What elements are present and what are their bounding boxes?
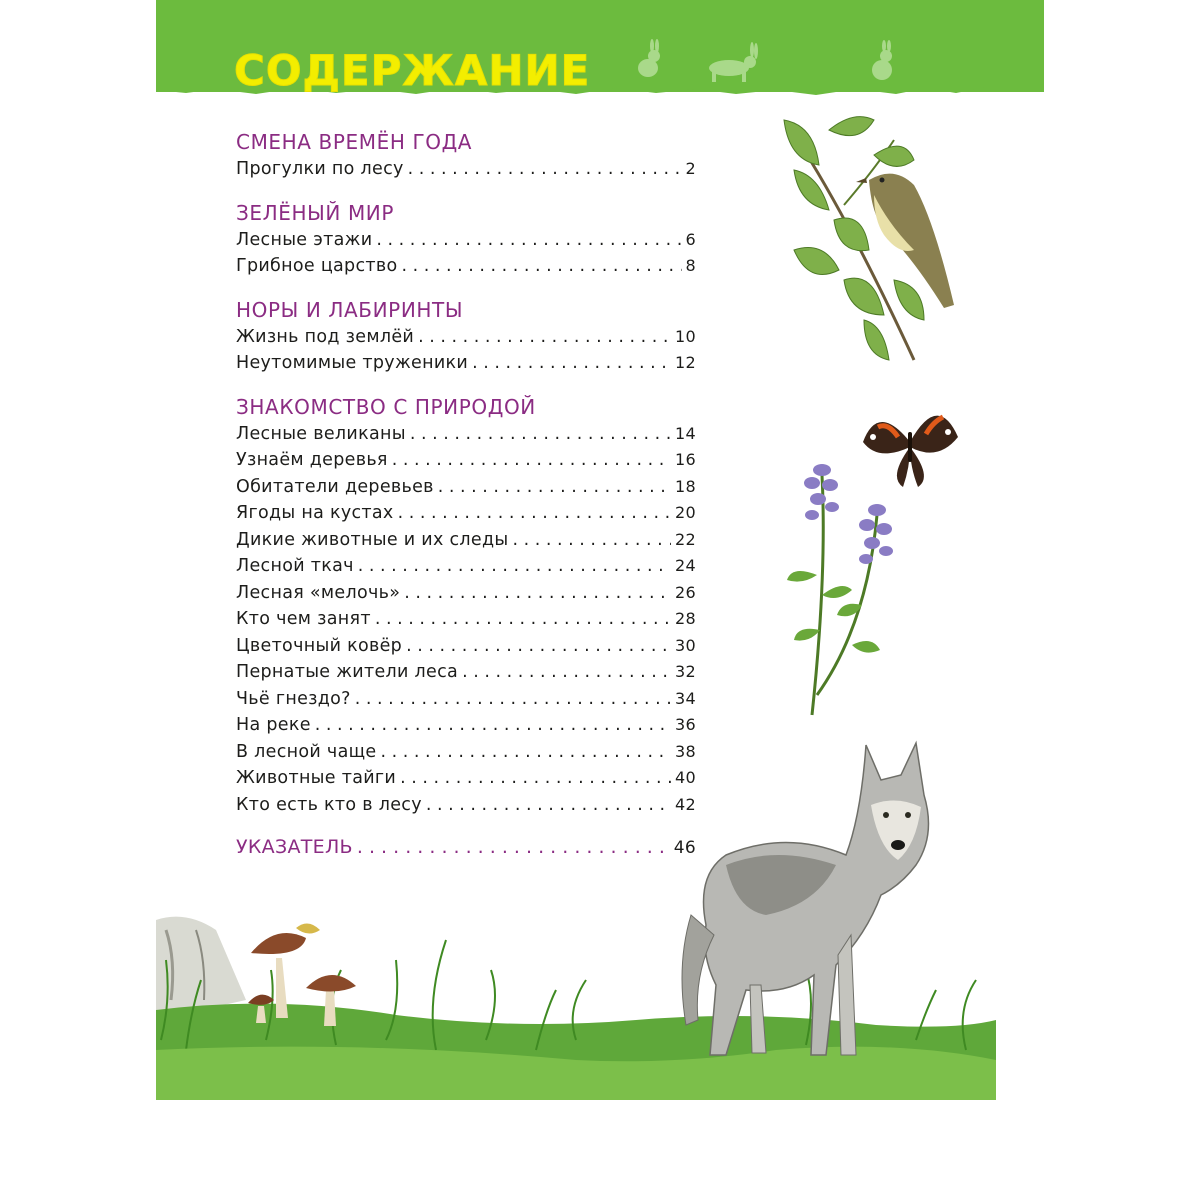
toc-entry[interactable]	[236, 156, 696, 183]
leader-dots	[426, 792, 671, 819]
page-number: 36	[675, 715, 696, 734]
page-number: 6	[685, 229, 696, 249]
entry-label: Узнаём деревья	[236, 450, 388, 470]
section-title: ЗНАКОМСТВО С ПРИРОДОЙ	[236, 394, 536, 419]
page-number: 20	[675, 503, 696, 522]
leader-dots	[375, 606, 671, 633]
table-of-contents	[236, 128, 696, 861]
toc-section	[236, 296, 696, 377]
page-number: 38	[675, 741, 696, 761]
toc-page	[156, 0, 1044, 1200]
toc-entry[interactable]	[236, 606, 696, 633]
page-number: 46	[673, 838, 696, 858]
flower-icon	[782, 455, 912, 725]
toc-entry[interactable]	[236, 253, 696, 280]
rabbit-silhouettes-icon	[634, 38, 934, 86]
leader-dots	[404, 580, 671, 607]
entry-label: Цветочный ковёр	[236, 635, 403, 656]
entry-label: Животные тайги	[236, 768, 397, 788]
entry-label: Лесная «мелочь»	[236, 582, 401, 603]
page-number: 18	[675, 476, 696, 496]
entry-label: Неутомимые труженики	[236, 353, 469, 373]
leader-dots	[438, 474, 671, 501]
toc-entry[interactable]	[236, 350, 696, 377]
leader-dots	[410, 421, 671, 448]
page-number: 12	[675, 353, 696, 372]
leader-dots	[398, 500, 671, 527]
page-title: СОДЕРЖАНИЕ	[234, 46, 591, 95]
toc-entry[interactable]	[236, 659, 696, 686]
entry-label: Обитатели деревьев	[236, 476, 434, 497]
page-number: 14	[675, 423, 696, 443]
leader-dots	[462, 659, 671, 686]
leader-dots	[357, 834, 670, 861]
page-number: 42	[675, 794, 696, 814]
toc-entry[interactable]	[236, 553, 696, 580]
toc-section	[236, 128, 696, 183]
page-number: 22	[675, 529, 696, 549]
page-number: 26	[675, 582, 696, 602]
toc-entry[interactable]	[236, 474, 696, 501]
entry-label: Грибное царство	[236, 256, 398, 276]
leader-dots	[402, 253, 682, 280]
toc-entry[interactable]	[236, 227, 696, 254]
leader-dots	[418, 324, 671, 351]
toc-entry[interactable]	[236, 686, 696, 713]
page-number: 2	[685, 159, 696, 178]
mushrooms-icon	[246, 918, 376, 1028]
bird-on-branch-icon	[774, 110, 964, 370]
toc-entry[interactable]	[236, 527, 696, 554]
toc-entry-index[interactable]	[236, 834, 696, 861]
page-number: 8	[685, 256, 696, 275]
page-number: 32	[675, 662, 696, 681]
page-number: 10	[675, 326, 696, 346]
entry-label: Кто чем занят	[236, 609, 371, 629]
entry-label: Пернатые жители леса	[236, 662, 459, 682]
toc-entry[interactable]	[236, 447, 696, 474]
entry-label: Дикие животные и их следы	[236, 529, 509, 550]
page-number: 34	[675, 688, 696, 708]
page-number: 40	[675, 768, 696, 787]
page-number: 30	[675, 635, 696, 655]
toc-entry[interactable]	[236, 500, 696, 527]
entry-label: На реке	[236, 715, 311, 735]
entry-label: Кто есть кто в лесу	[236, 794, 422, 815]
toc-entry[interactable]	[236, 712, 696, 739]
toc-entry[interactable]	[236, 421, 696, 448]
leader-dots	[315, 712, 671, 739]
leader-dots	[358, 553, 671, 580]
toc-entry[interactable]	[236, 324, 696, 351]
section-title: ЗЕЛЁНЫЙ МИР	[236, 200, 395, 225]
page-number: 16	[675, 450, 696, 469]
leader-dots	[355, 686, 671, 713]
toc-entry[interactable]	[236, 765, 696, 792]
entry-label: Чьё гнездо?	[236, 688, 351, 709]
leader-dots	[400, 765, 671, 792]
toc-entry[interactable]	[236, 792, 696, 819]
section-title: СМЕНА ВРЕМЁН ГОДА	[236, 130, 473, 154]
toc-entry[interactable]	[236, 633, 696, 660]
leader-dots	[408, 156, 682, 183]
leader-dots	[392, 447, 671, 474]
leader-dots	[380, 739, 671, 766]
wolf-icon	[666, 735, 986, 1070]
toc-section	[236, 393, 696, 819]
entry-label: В лесной чаще	[236, 741, 377, 762]
page-number: 28	[675, 609, 696, 628]
toc-entry[interactable]	[236, 580, 696, 607]
section-title: НОРЫ И ЛАБИРИНТЫ	[236, 297, 464, 322]
entry-label: Лесные великаны	[236, 423, 406, 444]
leader-dots	[376, 227, 681, 254]
entry-label: Ягоды на кустах	[236, 503, 394, 523]
page-number: 24	[675, 556, 696, 575]
entry-label: Жизнь под землёй	[236, 326, 415, 347]
toc-entry[interactable]	[236, 739, 696, 766]
entry-label: УКАЗАТЕЛЬ	[236, 836, 353, 858]
leader-dots	[406, 633, 671, 660]
entry-label: Лесные этажи	[236, 229, 373, 250]
entry-label: Прогулки по лесу	[236, 159, 404, 179]
entry-label: Лесной ткач	[236, 556, 354, 576]
toc-section	[236, 199, 696, 280]
leader-dots	[472, 350, 671, 377]
leader-dots	[512, 527, 671, 554]
